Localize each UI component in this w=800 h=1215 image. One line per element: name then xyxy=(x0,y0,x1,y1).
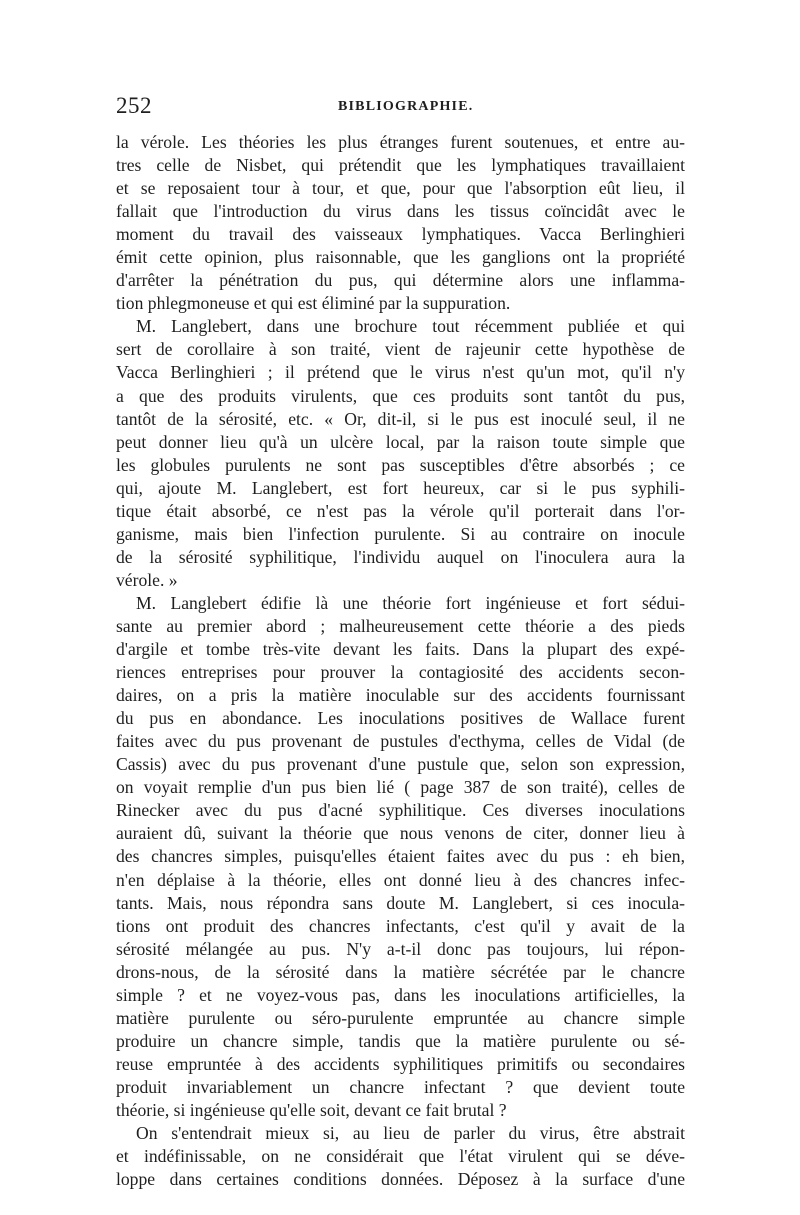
text-line: Vacca Berlinghieri ; il prétend que le virus n'est qu'un mot, qu'il n'y xyxy=(116,362,685,383)
text-line: reuse empruntée à des accidents syphilitiques primitifs ou secondaires xyxy=(116,1053,685,1074)
text-line: Cassis) avec du pus provenant d'une pustule que, selon son expression, xyxy=(116,754,685,775)
text-line: et se reposaient tour à tour, et que, pour que l'absorption eût lieu, il xyxy=(116,178,685,199)
text-line: fallait que l'introduction du virus dans les tissus coïncidât avec le xyxy=(116,201,685,222)
page-header xyxy=(116,92,686,120)
text-line: de la sérosité syphilitique, l'individu auquel on l'inoculera aura la xyxy=(116,546,685,567)
text-line: produit invariablement un chancre infectant ? que devient toute xyxy=(116,1076,685,1097)
text-line: faites avec du pus provenant de pustules d'ecthyma, celles de Vidal (de xyxy=(116,731,685,752)
text-line: les globules purulents ne sont pas susceptibles d'être absorbés ; ce xyxy=(116,454,685,475)
text-line: d'arrêter la pénétration du pus, qui détermine alors une inflamma- xyxy=(116,270,685,291)
text-line: tants. Mais, nous répondra sans doute M. Langlebert, si ces inocula- xyxy=(116,892,685,913)
text-line: tique était absorbé, ce n'est pas la vérole qu'il porterait dans l'or- xyxy=(116,500,685,521)
text-line: loppe dans certaines conditions données. Déposez à la surface d'une xyxy=(116,1169,685,1190)
page-number: 252 xyxy=(116,93,152,118)
body-text xyxy=(116,131,685,1191)
text-line: produire un chancre simple, tandis que la matière purulente ou sé- xyxy=(116,1030,685,1051)
text-line: tantôt de la sérosité, etc. « Or, dit-il, si le pus est inoculé seul, il ne xyxy=(116,408,685,429)
text-line: On s'entendrait mieux si, au lieu de parler du virus, être abstrait xyxy=(136,1123,685,1144)
text-line: M. Langlebert, dans une brochure tout récemment publiée et qui xyxy=(136,316,685,337)
text-line: qui, ajoute M. Langlebert, est fort heureux, car si le pus syphili- xyxy=(116,477,685,498)
text-line: du pus en abondance. Les inoculations positives de Wallace furent xyxy=(116,708,685,729)
text-line: moment du travail des vaisseaux lymphatiques. Vacca Berlinghieri xyxy=(116,224,685,245)
text-line: daires, on a pris la matière inoculable sur des accidents fournissant xyxy=(116,685,685,706)
text-line: émit cette opinion, plus raisonnable, que les ganglions ont la propriété xyxy=(116,247,685,268)
text-line: ganisme, mais bien l'infection purulente. Si au contraire on inocule xyxy=(116,523,685,544)
running-title: BIBLIOGRAPHIE. xyxy=(338,99,474,114)
text-line: Rinecker avec du pus d'acné syphilitique. Ces diverses inoculations xyxy=(116,800,685,821)
text-line: et indéfinissable, on ne considérait que l'état virulent qui se déve- xyxy=(116,1146,685,1167)
text-line: des chancres simples, puisqu'elles étaient faites avec du pus : eh bien, xyxy=(116,846,685,867)
text-line: tres celle de Nisbet, qui prétendit que les lymphatiques travaillaient xyxy=(116,155,685,176)
text-line: vérole. » xyxy=(116,569,178,590)
text-line: auraient dû, suivant la théorie que nous venons de citer, donner lieu à xyxy=(116,823,685,844)
text-line: riences entreprises pour prouver la contagiosité des accidents secon- xyxy=(116,662,685,683)
text-line: drons-nous, de la sérosité dans la matière sécrétée par le chancre xyxy=(116,961,685,982)
text-line: sérosité mélangée au pus. N'y a-t-il donc pas toujours, lui répon- xyxy=(116,938,685,959)
text-line: la vérole. Les théories les plus étranges furent soutenues, et entre au- xyxy=(116,132,685,152)
text-line: simple ? et ne voyez-vous pas, dans les inoculations artificielles, la xyxy=(116,984,685,1005)
text-line: théorie, si ingénieuse qu'elle soit, devant ce fait brutal ? xyxy=(116,1099,507,1120)
text-line: matière purulente ou séro-purulente empruntée au chancre simple xyxy=(116,1007,685,1028)
text-line: on voyait remplie d'un pus bien lié ( page 387 de son traité), celles de xyxy=(116,777,685,798)
text-line: n'en déplaise à la théorie, elles ont donné lieu à des chancres infec- xyxy=(116,869,685,890)
text-line: sert de corollaire à son traité, vient de rajeunir cette hypothèse de xyxy=(116,339,685,360)
text-line: tions ont produit des chancres infectants, c'est qu'il y avait de la xyxy=(116,915,685,936)
text-line: peut donner lieu qu'à un ulcère local, par la raison toute simple que xyxy=(116,431,685,452)
text-line: tion phlegmoneuse et qui est éliminé par la suppuration. xyxy=(116,293,511,314)
text-line: d'argile et tombe très-vite devant les faits. Dans la plupart des expé- xyxy=(116,639,685,660)
text-line: M. Langlebert édifie là une théorie fort ingénieuse et fort sédui- xyxy=(136,592,685,613)
text-line: sante au premier abord ; malheureusement cette théorie a des pieds xyxy=(116,615,685,636)
text-line: a que des produits virulents, que ces produits sont tantôt du pus, xyxy=(116,385,685,406)
